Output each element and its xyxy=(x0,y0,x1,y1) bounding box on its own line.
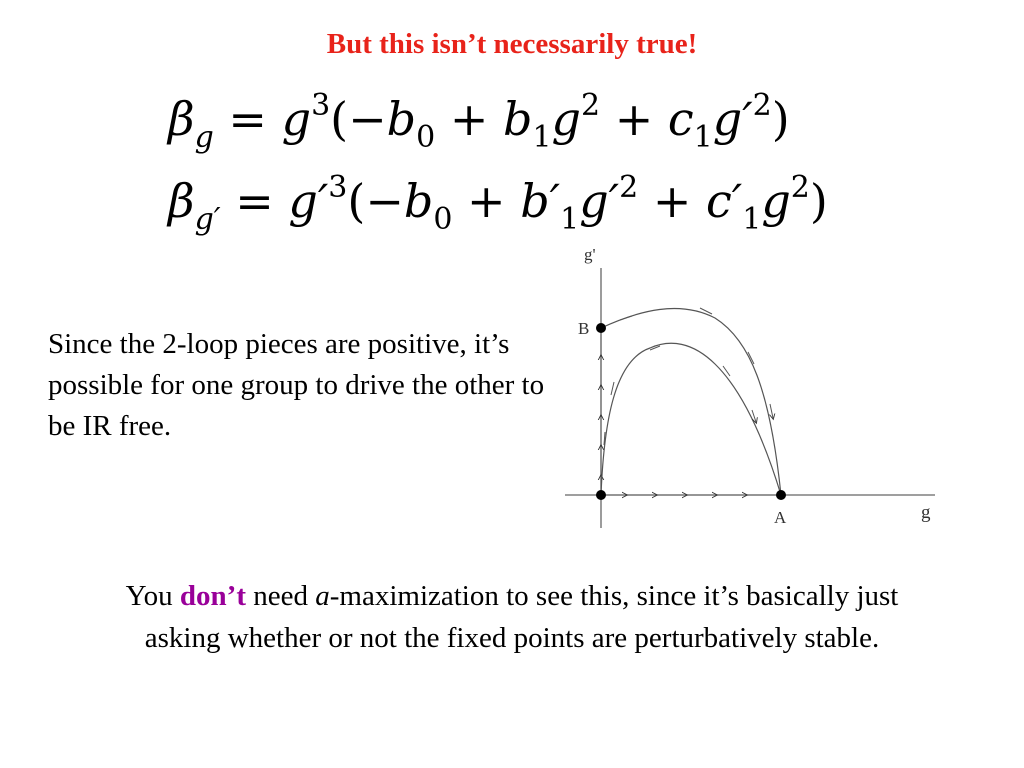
a-maximization-note: You don’t need a-maximization to see this, since it’s basically just asking whether or not the fixed points are perturbatively stable. xyxy=(125,580,899,654)
origin-fixed-point xyxy=(596,490,606,500)
beta-function-equations xyxy=(168,88,868,237)
flow-b-to-a xyxy=(601,309,781,495)
flow-origin-to-a-arrows xyxy=(604,346,756,445)
point-b xyxy=(596,323,606,333)
slide-title: But this isn’t necessarily true! xyxy=(326,28,698,60)
point-a-label: A xyxy=(774,508,787,527)
flow-b-to-a-arrows xyxy=(620,308,773,418)
two-loop-explanation: Since the 2-loop pieces are positive, it’s possible for one group to drive the other to be IR free. xyxy=(48,328,545,442)
y-axis-label: g' xyxy=(584,245,596,264)
rg-flow-diagram xyxy=(560,238,960,538)
x-axis-label: g xyxy=(921,502,931,523)
beta-gprime-equation: $\beta_{g'} = g'^3(-b_0 + b'_1g'^2 + c'_1g^2)$ xyxy=(168,170,828,237)
point-b-label: B xyxy=(578,319,590,338)
emphasis-dont: don’t xyxy=(179,580,246,612)
point-a xyxy=(776,490,786,500)
flow-origin-to-a xyxy=(601,343,781,495)
beta-g-equation: $\beta_g = g^3(-b_0 + b_1g^2 + c_1g'^2)$ xyxy=(168,88,790,155)
